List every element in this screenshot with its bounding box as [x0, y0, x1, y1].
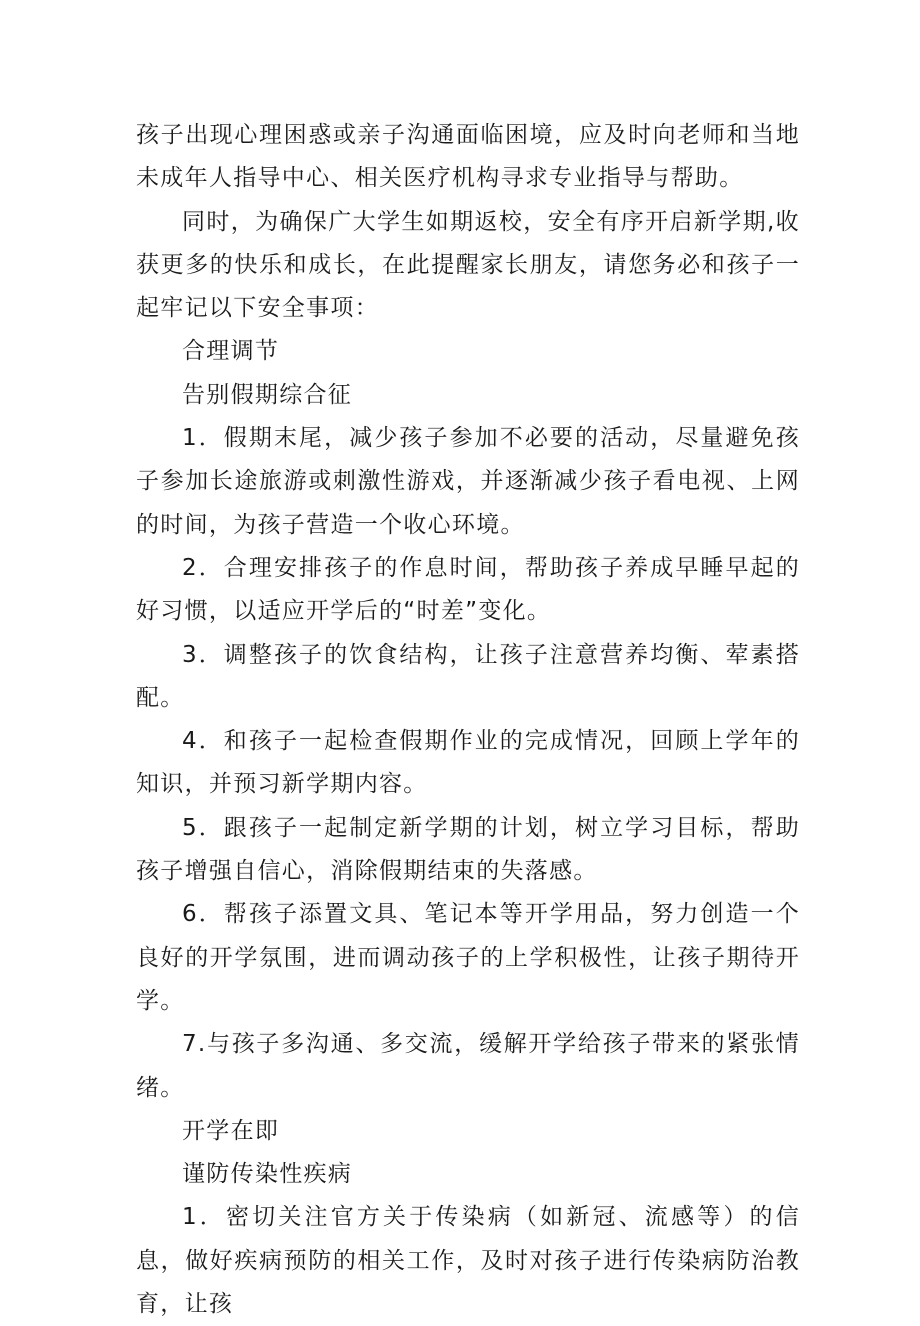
- section-heading-2: 开学在即: [182, 1117, 280, 1144]
- list-item-7: 7.与孩子多沟通、多交流，缓解开学给孩子带来的紧张情绪。: [136, 1031, 800, 1101]
- list-item-6: 6．帮孩子添置文具、笔记本等开学用品，努力创造一个良好的开学氛围，进而调动孩子的上学积极性，让孩子期待开学。: [136, 901, 800, 1014]
- list-item-4: 4．和孩子一起检查假期作业的完成情况，回顾上学年的知识，并预习新学期内容。: [136, 728, 800, 798]
- list-item-2: 2．合理安排孩子的作息时间，帮助孩子养成早睡早起的好习惯，以适应开学后的“时差”变化。: [136, 554, 800, 625]
- section-heading-1: 合理调节: [182, 338, 280, 365]
- document-body: [136, 114, 800, 1326]
- list-item-3: 3．调整孩子的饮食结构，让孩子注意营养均衡、荤素搭配。: [136, 641, 800, 711]
- list-item-5: 5．跟孩子一起制定新学期的计划，树立学习目标，帮助孩子增强自信心，消除假期结束的失落感。: [136, 814, 800, 885]
- list-item-disease-1: 1．密切关注官方关于传染病（如新冠、流感等）的信息，做好疾病预防的相关工作，及时对孩子进行传染病防治教育，让孩: [136, 1204, 800, 1318]
- section-subheading-1: 告别假期综合征: [182, 381, 353, 408]
- paragraph-continuation: 孩子出现心理困惑或亲子沟通面临困境，应及时向老师和当地未成年人指导中心、相关医疗机构寻求专业指导与帮助。: [136, 122, 800, 192]
- paragraph-reminder-intro: 同时，为确保广大学生如期返校，安全有序开启新学期,收获更多的快乐和成长，在此提醒家长朋友，请您务必和孩子一起牢记以下安全事项：: [136, 208, 800, 322]
- list-item-1: 1．假期末尾，减少孩子参加不必要的活动，尽量避免孩子参加长途旅游或刺激性游戏，并逐渐减少孩子看电视、上网的时间，为孩子营造一个收心环境。: [136, 425, 800, 538]
- section-subheading-2: 谨防传染性疾病: [182, 1161, 353, 1188]
